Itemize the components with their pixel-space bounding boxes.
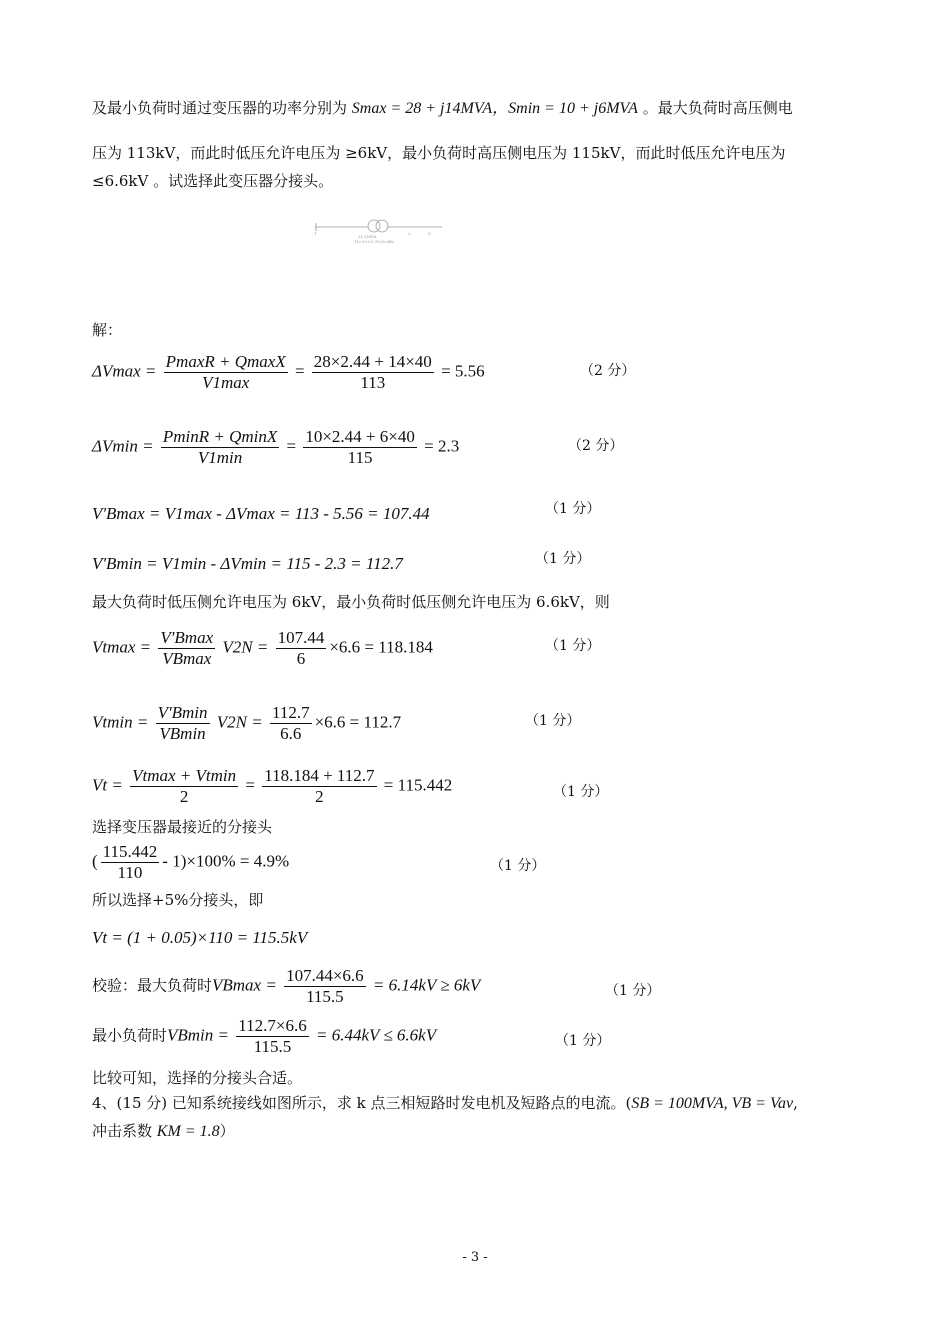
problem-4-line-1 [92,1093,798,1114]
intro-line-2: 压为 113kV，而此时低压允许电压为 ≥6kV，最小负荷时高压侧电压为 115kV，而此时低压允许电压为 [92,144,786,162]
intro-line-1 [92,98,793,119]
transformer-coil-2-icon [376,220,388,232]
numerator: 112.7 [271,703,310,722]
score: （1 分） [535,551,591,567]
eq-lhs: Vt = [92,775,123,795]
numerator: 107.44×6.6 [286,966,364,985]
eq-lhs: Vtmin = [92,712,149,732]
choose-text: 选择变压器最接近的分接头 [92,818,273,836]
denominator: 6.6 [280,724,302,743]
eq-result: - 1)×100% = 4.9% [162,851,290,871]
allow-text: 最大负荷时低压侧允许电压为 6kV，最小负荷时低压侧允许电压为 6.6kV，则 [92,593,610,611]
denominator: VBmin [159,724,206,743]
score: （1 分） [553,784,609,800]
eq-lhs: ΔVmin = [92,436,154,456]
score: （1 分） [605,983,661,999]
problem-4-line-2 [92,1121,235,1142]
intro-line-3: ≤6.6kV 。试选择此变压器分接头。 [92,172,334,190]
transformer-diagram [310,217,445,247]
numerator: V'Bmin [157,703,208,722]
intro-power-math: Smax = 28 + j14MVA，Smin = 10 + j6MVA [351,100,638,117]
score: （2 分） [580,363,636,379]
check-label: 校验：最大负荷时 [92,976,213,995]
intro-tail: 。最大负荷时高压侧电 [642,99,793,117]
eq-lhs: VBmin = [167,1025,230,1045]
eq-lhs: ΔVmax = [92,361,157,381]
fraction [158,628,215,669]
eq-result: = 5.56 [441,361,485,381]
fraction [156,703,210,744]
numerator: Vtmax + Vtmin [132,766,237,785]
eq-mid: V2N = [216,712,263,732]
eq-vb-max: V'Bmax = V1max - ΔVmax = 113 - 5.56 = 107.44 [92,504,430,523]
diagram-ratio: 110±2×2.5%/6.6kV [354,239,395,244]
eq-mid: V2N = [222,637,269,657]
diagram-rating: 31.5MVA [358,234,377,239]
numerator: PminR + QminX [162,427,278,446]
denominator: 110 [117,863,143,882]
intro-text: 及最小负荷时通过变压器的功率分别为 [92,99,348,117]
denominator: 113 [360,373,386,392]
eq-vt-max [92,628,433,669]
fraction [284,966,366,1007]
fraction [164,352,288,393]
fraction [312,352,434,393]
score: （2 分） [568,438,624,454]
numerator: 107.44 [277,628,325,647]
fraction [130,766,238,807]
eq-result: = 115.442 [383,775,453,795]
problem-4-math-2: KM = 1.8 [156,1123,220,1140]
eq-vb-min: V'Bmin = V1min - ΔVmin = 115 - 2.3 = 112.7 [92,554,403,573]
eq-lhs: Vtmax = [92,637,152,657]
numerator: 115.442 [102,842,158,861]
eq-result: = 6.44kV ≤ 6.6kV [315,1025,437,1045]
denominator: 115 [347,448,373,467]
eq-lhs: VBmax = [212,975,277,995]
eq-delta-v-min: ΔVmin = $\frac{PminR + QminX}{V1\min}$ = $\frac{10\times 2.44 + 6\times 40}{115}$ = 2.3 [92,427,460,467]
eq-result: ×6.6 = 112.7 [314,712,402,732]
denominator: V1max [202,373,250,392]
denominator: 6 [296,649,306,668]
eq-result: = 6.14kV ≥ 6kV [372,975,481,995]
score: （1 分） [545,638,601,654]
numerator: PmaxR + QmaxX [165,352,286,371]
fraction [161,427,279,468]
eq-result: ×6.6 = 118.184 [329,637,433,657]
numerator: 112.7×6.6 [238,1016,307,1035]
denominator: 115.5 [306,987,344,1006]
score: （1 分） [490,858,546,874]
denominator: V1min [197,448,243,467]
problem-4-math: SB = 100MVA, VB = Vav [631,1095,794,1112]
denominator: 2 [315,787,324,806]
fraction [236,1016,308,1057]
eq-vt-min [92,703,401,744]
denominator: 115.5 [253,1037,292,1056]
denominator: VBmax [162,649,212,668]
fraction [303,427,417,468]
eq-vt: Vt = $\frac{Vtmax + Vtmin}{2}$ = $\frac{118.184 + 112.7}{2}$ = 115.442 [92,766,453,806]
page-number: - 3 - [462,1250,488,1265]
solution-heading: 解： [92,321,123,339]
fraction [101,842,160,883]
fraction [262,766,376,807]
conclusion: 比较可知，选择的分接头合适。 [92,1069,303,1087]
diagram-right-label: S [428,231,431,236]
problem-4-text-2: 冲击系数 [92,1122,153,1140]
denominator: 2 [179,787,189,806]
problem-4-text: 4、(15 分) 已知系统接线如图所示，求 k 点三相短路时发电机及短路点的电流。( [92,1094,632,1112]
diagram-left-label: 1 [314,231,317,236]
eq-check-min [92,1016,436,1057]
score: （1 分） [545,501,601,517]
numerator: 28×2.44 + 14×40 [313,352,432,371]
score: （1 分） [525,713,581,729]
diagram-mid-label: 2 [408,231,411,236]
numerator: 10×2.44 + 6×40 [305,427,415,446]
fraction [270,703,312,744]
eq-result: = 2.3 [424,436,460,456]
problem-4-end: , [793,1094,798,1112]
fraction [276,628,327,669]
problem-4-end-2: ） [219,1122,235,1140]
tap-text: 所以选择+5%分接头，即 [92,891,264,909]
score: （1 分） [555,1033,611,1049]
check-label: 最小负荷时 [92,1026,168,1045]
eq-vt-final: Vt = (1 + 0.05)×110 = 115.5kV [92,928,308,947]
eq-percentage: ( $\frac{115.442}{110}$ - 1)×100% = 4.9% [92,842,290,882]
numerator: 118.184 + 112.7 [264,766,375,785]
eq-delta-v-max: ΔVmax = $\frac{PmaxR + QmaxX}{V1\max}$ = $\frac{28\times 2.44 + 14\times 40}{113}$ = 5.56 [92,352,485,392]
eq-check-max [92,966,480,1007]
numerator: V'Bmax [160,628,214,647]
